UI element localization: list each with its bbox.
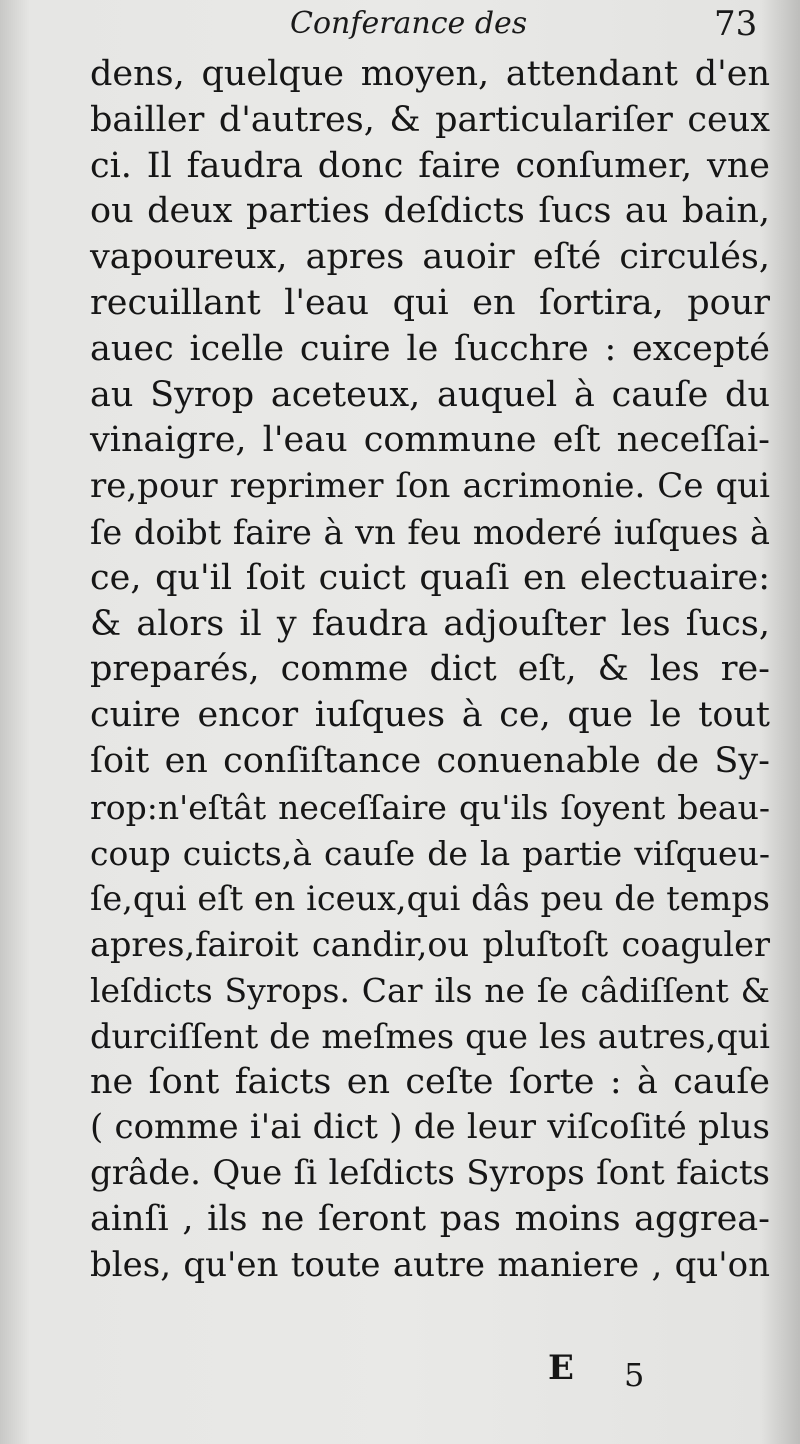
text-line: vinaigre, l'eau commune eſt neceſſai-	[90, 420, 770, 461]
text-line: ainſi , ils ne ſeront pas moins aggrea-	[90, 1198, 770, 1239]
text-line: preparés, comme dict eſt, & les re-	[90, 649, 770, 690]
text-line: ( comme i'ai dict ) de leur viſcoſité plus	[90, 1107, 770, 1148]
text-line: leſdicts Syrops. Car ils ne ſe câdiſſent &	[90, 970, 770, 1010]
text-line: re,pour reprimer ſon acrimonie. Ce qui	[90, 466, 770, 507]
running-title: Conferance des	[290, 6, 528, 41]
text-line: bles, qu'en toute autre maniere , qu'on	[90, 1244, 770, 1285]
text-line: coup cuicts,à cauſe de la partie viſqueu-	[90, 833, 770, 873]
text-line: au Syrop aceteux, auquel à cauſe du	[90, 374, 770, 415]
text-line: cuire encor iuſques à ce, que le tout	[90, 695, 770, 736]
text-line: ne ſont faicts en ceſte ſorte : à cauſe	[90, 1061, 770, 1102]
text-line: bailler d'autres, & particulariſer ceux	[90, 99, 770, 140]
text-line: apres,fairoit candir,ou pluſtoſt coaguler	[90, 925, 770, 965]
text-line: ſe,qui eſt en iceux,qui dâs peu de temps	[90, 879, 770, 919]
text-line: ce, qu'il ſoit cuict quaſi en electuaire:	[90, 557, 770, 598]
page-number: 73	[714, 4, 758, 44]
signature-mark: E	[548, 1348, 574, 1388]
signature-number: 5	[624, 1356, 645, 1394]
text-line: ou deux parties deſdicts ſucs au bain,	[90, 191, 770, 232]
text-line: durciſſent de meſmes que les autres,qui	[90, 1016, 770, 1056]
text-line: grâde. Que ſi leſdicts Syrops ſont faicts	[90, 1153, 770, 1194]
text-line: & alors il y faudra adjouſter les ſucs,	[90, 603, 770, 644]
text-line: vapoureux, apres auoir eſté circulés,	[90, 237, 770, 278]
text-line: ſe doibt faire à vn feu moderé iuſques à	[90, 512, 770, 552]
text-line: recuillant l'eau qui en ſortira, pour	[90, 282, 770, 323]
text-line: ci. Il faudra donc faire conſumer, vne	[90, 145, 770, 186]
body-text	[90, 52, 770, 1289]
text-line: ſoit en conſiſtance conuenable de Sy-	[90, 740, 770, 781]
text-line: auec icelle cuire le ſucchre : excepté	[90, 328, 770, 369]
text-line: rop:n'eſtât neceſſaire qu'ils ſoyent beau-	[90, 787, 770, 827]
text-line: dens, quelque moyen, attendant d'en	[90, 54, 770, 94]
